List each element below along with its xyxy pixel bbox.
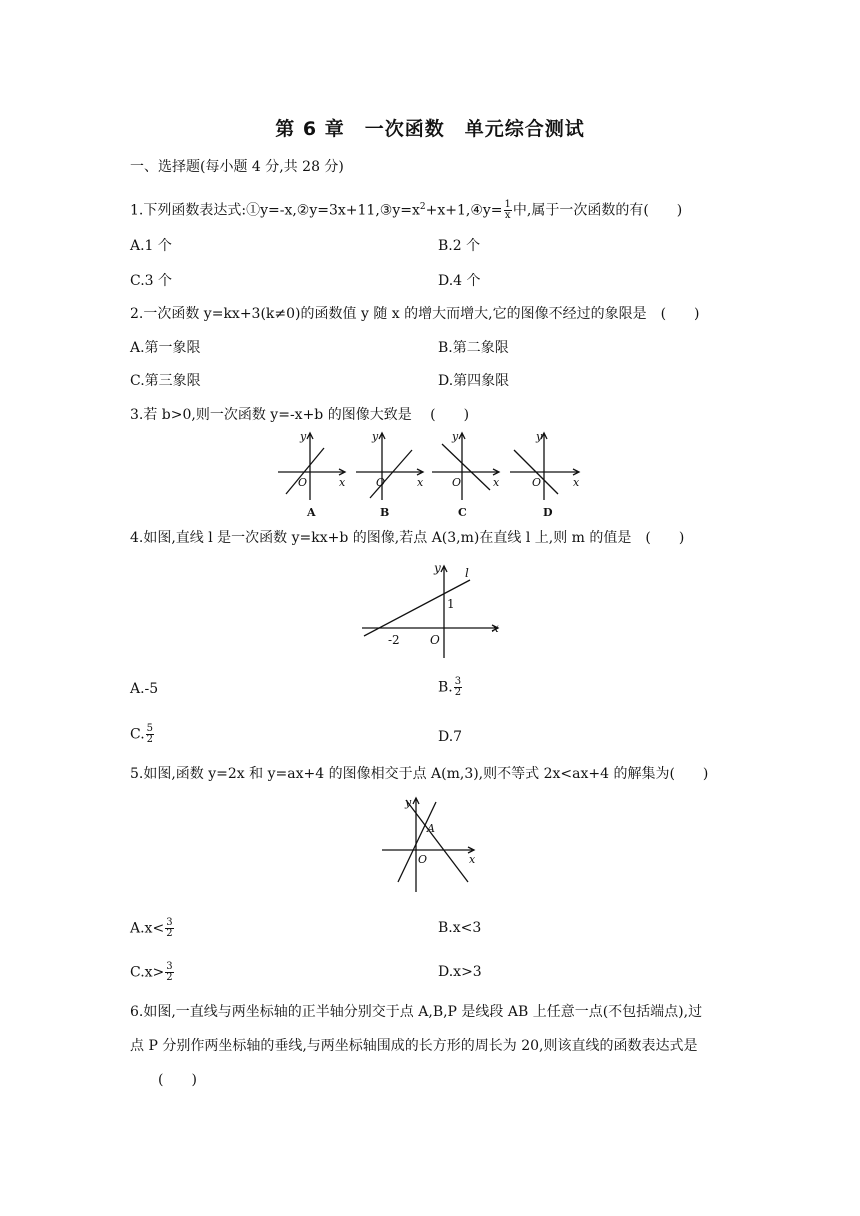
q3-a-y-label: y xyxy=(300,430,307,443)
question-6-line-1: 6.如图,一直线与两坐标轴的正半轴分别交于点 A,B,P 是线段 AB 上任意一点(不包括端点),过 xyxy=(130,1004,703,1020)
q5-option-a: A.x< $\frac{3}{2}$ xyxy=(130,917,173,939)
q1-option-a: A.1 个 xyxy=(130,238,172,254)
q1-option-d: D.4 个 xyxy=(438,273,481,289)
question-6-answer-blank: ( ) xyxy=(158,1072,197,1088)
q3-a-origin: O xyxy=(298,476,308,489)
q4-figure xyxy=(358,560,508,660)
q4-option-c: C. $\frac{5}{2}$ xyxy=(130,723,154,745)
q4-x-intercept-label: -2 xyxy=(388,633,400,647)
q4-y-intercept-label: 1 xyxy=(447,597,455,611)
q4-x-axis-label: x xyxy=(492,621,499,635)
q4-option-d: D.7 xyxy=(438,729,463,745)
q3-d-y-label: y xyxy=(536,430,543,443)
q5-option-b: B.x<3 xyxy=(438,920,482,936)
section-heading: 一、选择题(每小题 4 分,共 28 分) xyxy=(130,159,344,175)
q5-option-d: D.x>3 xyxy=(438,964,482,980)
question-3-stem: 3.若 b>0,则一次函数 y=-x+b 的图像大致是 ( ) xyxy=(130,407,470,423)
q5-y-axis-label: y xyxy=(405,796,412,809)
q3-graph-a xyxy=(278,433,345,500)
q5-origin-label: O xyxy=(418,853,428,866)
q3-graph-b xyxy=(356,433,423,500)
q5-x-axis-label: x xyxy=(469,853,476,866)
q5-point-a-label: A xyxy=(427,822,435,835)
q2-option-a: A.第一象限 xyxy=(130,340,201,356)
q2-option-d: D.第四象限 xyxy=(438,373,510,389)
q3-caption-d: D xyxy=(543,506,553,519)
q3-option-graphs xyxy=(272,428,592,520)
q3-c-y-label: y xyxy=(452,430,459,443)
q3-c-origin: O xyxy=(452,476,462,489)
q3-a-x-label: x xyxy=(339,476,346,489)
q3-b-origin: O xyxy=(376,476,386,489)
q3-b-y-label: y xyxy=(372,430,379,443)
question-6-line-2: 点 P 分别作两坐标轴的垂线,与两坐标轴围成的长方形的周长为 20,则该直线的函数表达式是 xyxy=(130,1038,698,1054)
q3-graph-c xyxy=(432,433,499,500)
q1-option-c: C.3 个 xyxy=(130,273,173,289)
q4-option-a: A.-5 xyxy=(130,681,159,697)
q2-option-b: B.第二象限 xyxy=(438,340,509,356)
q5-option-c: C.x> $\frac{3}{2}$ xyxy=(130,961,173,983)
q3-caption-a: A xyxy=(307,506,316,519)
q5-figure xyxy=(378,794,482,894)
question-1-stem: 1.下列函数表达式$:①y=-x,②y=3x+11,③y=x^2+x+1,④y=$ $\frac{1}{x}$ 中,属于一次函数的有( ) xyxy=(130,199,683,222)
q3-b-x-label: x xyxy=(417,476,424,489)
q3-c-x-label: x xyxy=(493,476,500,489)
q3-caption-c: C xyxy=(458,506,467,519)
q3-caption-b: B xyxy=(380,506,390,519)
q4-line-label: l xyxy=(465,566,469,580)
question-4-stem: 4.如图,直线 l 是一次函数 y=kx+b 的图像,若点 A(3,m)在直线 l 上,则 m 的值是 ( ) xyxy=(130,530,685,546)
q3-d-origin: O xyxy=(532,476,542,489)
q4-option-b: B. $\frac{3}{2}$ xyxy=(438,676,462,698)
q3-d-x-label: x xyxy=(573,476,580,489)
question-5-stem: 5.如图,函数 y=2x 和 y=ax+4 的图像相交于点 A(m,3),则不等式 2x<ax+4 的解集为( ) xyxy=(130,766,709,782)
page-title: 第 6 章 一次函数 单元综合测试 xyxy=(275,118,585,140)
q4-origin-label: O xyxy=(430,633,440,647)
question-2-stem: 2.一次函数 y=kx+3(k≠0)的函数值 y 随 x 的增大而增大,它的图像不经过的象限是 ( ) xyxy=(130,306,700,322)
q3-graph-d xyxy=(510,433,579,500)
q2-option-c: C.第三象限 xyxy=(130,373,201,389)
q1-option-b: B.2 个 xyxy=(438,238,481,254)
q4-y-axis-label: y xyxy=(434,561,441,575)
